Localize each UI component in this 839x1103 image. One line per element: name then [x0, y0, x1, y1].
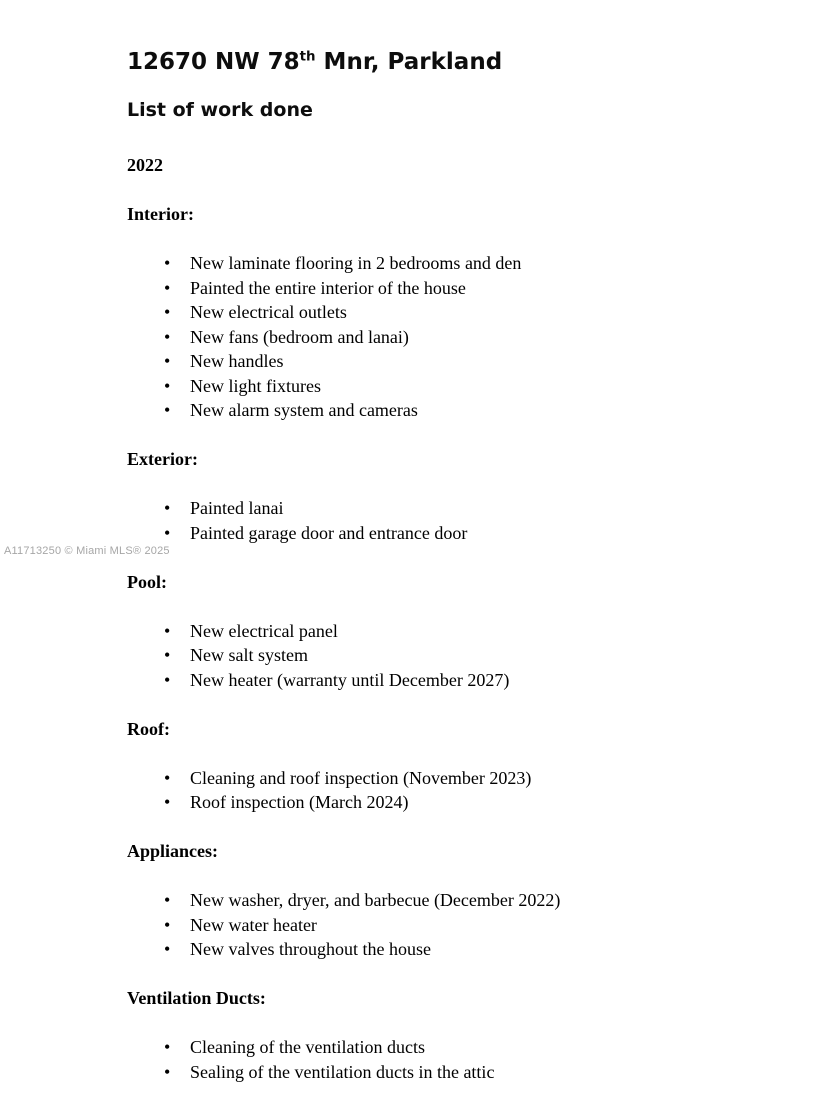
section-list — [127, 251, 779, 423]
year-heading: 2022 — [127, 155, 163, 175]
section-heading: Roof: — [127, 718, 170, 739]
list-item: • New electrical panel — [127, 619, 779, 644]
section-list — [127, 766, 779, 815]
list-item: • Sealing of the ventilation ducts in the attic — [127, 1060, 779, 1085]
list-item: • New alarm system and cameras — [127, 398, 779, 423]
list-item: • New light fixtures — [127, 374, 779, 399]
list-item: • New water heater — [127, 913, 779, 938]
page-subtitle: List of work done — [127, 99, 313, 121]
section-heading: Appliances: — [127, 841, 219, 861]
section-list — [127, 1035, 779, 1084]
page-title — [127, 47, 779, 77]
section-heading: Exterior: — [127, 449, 198, 469]
list-item: • New laminate flooring in 2 bedrooms and den — [127, 251, 779, 276]
list-item: • New handles — [127, 349, 779, 374]
list-item: • New salt system — [127, 643, 779, 668]
list-item: • New washer, dryer, and barbecue (December 2022) — [127, 888, 779, 913]
list-item: • New electrical outlets — [127, 300, 779, 325]
page-title-superscript: th — [299, 49, 316, 65]
list-item: • Painted lanai — [127, 496, 779, 521]
section-list — [127, 496, 779, 545]
list-item: • New valves throughout the house — [127, 937, 779, 962]
list-item: • Roof inspection (March 2024) — [127, 790, 779, 815]
mls-watermark: A11713250 © Miami MLS® 2025 — [4, 545, 170, 557]
section-heading: Ventilation Ducts: — [127, 988, 266, 1008]
section-heading: Interior: — [127, 204, 194, 224]
list-item: • Cleaning of the ventilation ducts — [127, 1035, 779, 1060]
section-list — [127, 619, 779, 693]
page-title-suffix: Mnr, Parkland — [315, 49, 503, 75]
list-item: • Painted garage door and entrance door — [127, 521, 779, 546]
list-item: • Cleaning and roof inspection (November 2023) — [127, 766, 779, 791]
list-item: • Painted the entire interior of the house — [127, 276, 779, 301]
list-item: • New heater (warranty until December 2027) — [127, 668, 779, 693]
section-heading: Pool: — [127, 571, 167, 592]
section-list — [127, 888, 779, 962]
list-item: • New fans (bedroom and lanai) — [127, 325, 779, 350]
sections-container — [127, 202, 779, 1084]
page-title-prefix: 12670 NW 78 — [127, 49, 300, 75]
